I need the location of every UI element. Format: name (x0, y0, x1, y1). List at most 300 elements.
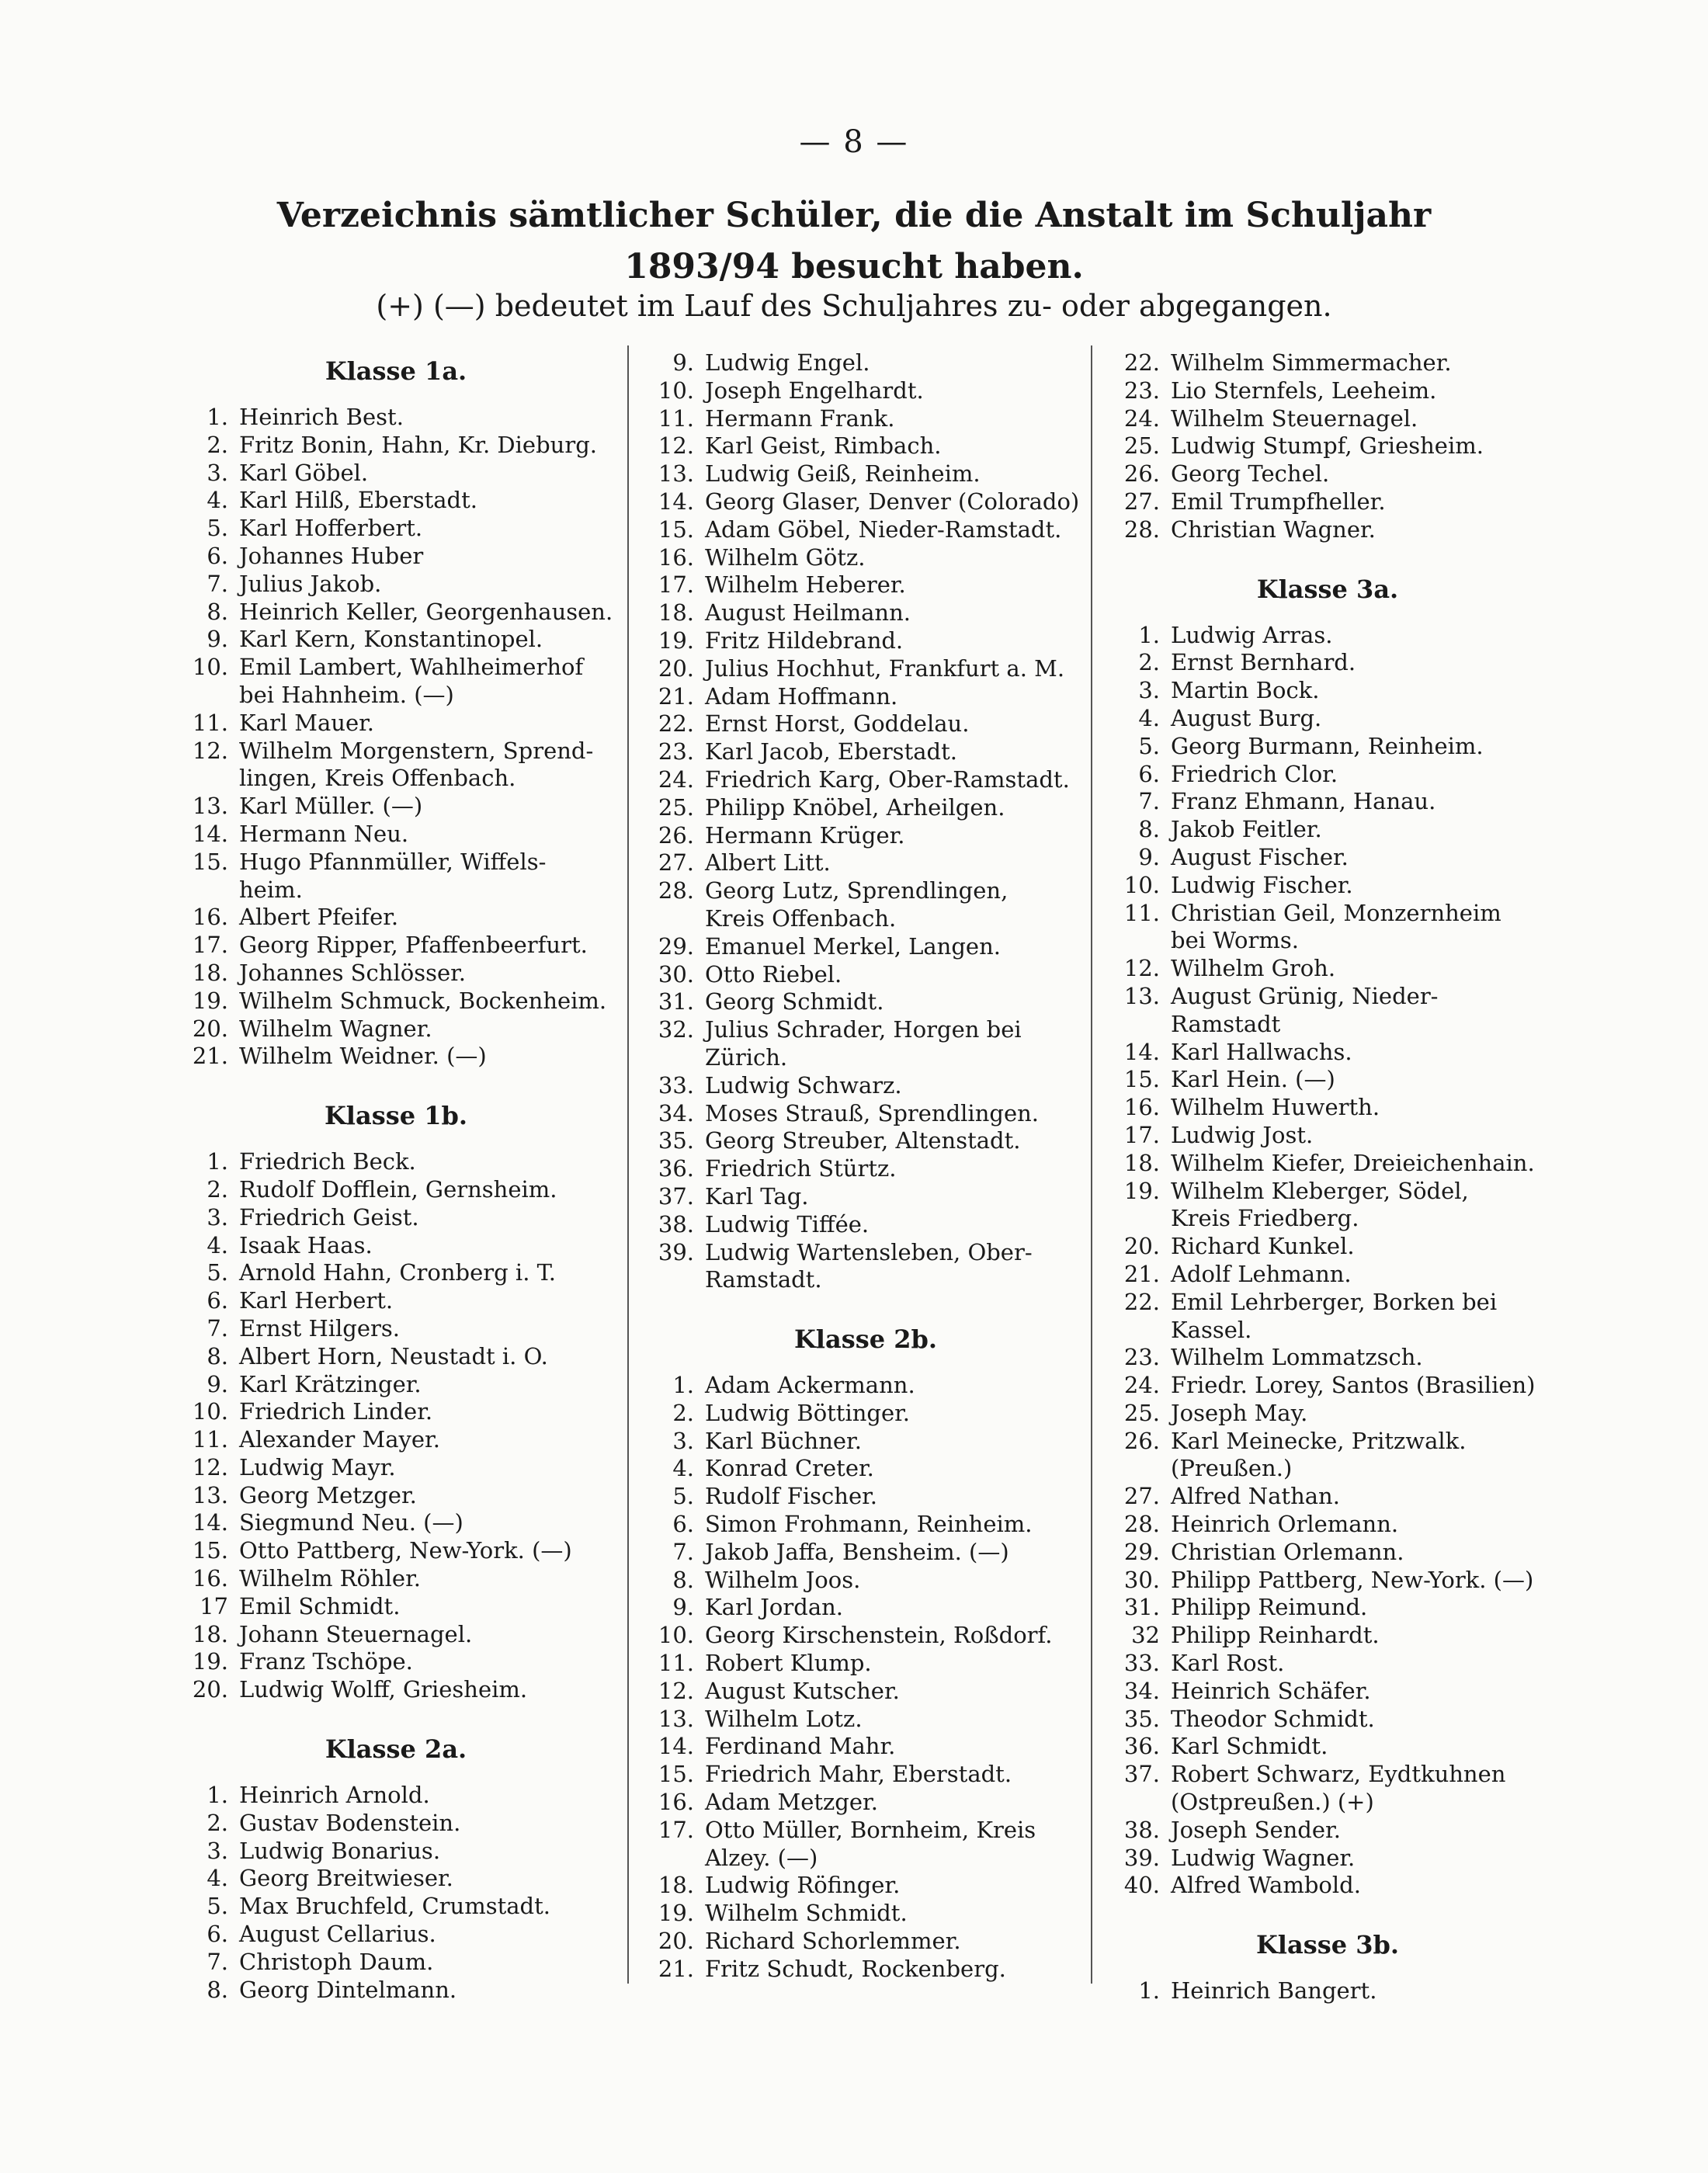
student-name: Wilhelm Wagner. (239, 1015, 432, 1042)
entry-number: 5. (1138, 732, 1160, 759)
list-item (644, 933, 1087, 961)
student-name: Emil Lehrberger, Borken bei Kassel. (1171, 1288, 1498, 1343)
list-item (644, 988, 1087, 1016)
list-item (1110, 1678, 1545, 1706)
student-name: Lio Sternfels, Leeheim. (1171, 377, 1437, 404)
entry-number: 2. (1138, 649, 1160, 676)
list-item (644, 1483, 1087, 1511)
student-list (644, 349, 1087, 1294)
entry-number: 15. (192, 848, 228, 875)
entry-number: 13. (1123, 982, 1160, 1009)
student-name: Friedrich Clor. (1171, 760, 1338, 787)
entry-number: 14. (192, 820, 228, 847)
entry-number: 18. (658, 599, 694, 627)
student-name: Wilhelm Götz. (705, 543, 866, 571)
entry-number: 28. (1123, 1511, 1160, 1538)
list-item (1110, 1066, 1545, 1094)
entry-number: 37. (1123, 1761, 1160, 1788)
student-name: Adam Hoffmann. (705, 682, 898, 710)
student-name: Ludwig Böttinger. (705, 1399, 911, 1426)
student-name: Karl Göbel. (239, 459, 369, 486)
list-item (644, 1733, 1087, 1761)
student-name: Friedrich Linder. (239, 1398, 433, 1425)
entry-number: 22. (1123, 1288, 1160, 1315)
student-name: Alfred Nathan. (1171, 1483, 1340, 1510)
student-list (179, 1782, 613, 2004)
entry-number: 28. (1123, 515, 1160, 543)
entry-number: 19. (192, 1648, 228, 1675)
column-right (1110, 349, 1545, 2005)
list-item (644, 1100, 1087, 1128)
student-name: Moses Strauß, Sprendlingen. (705, 1099, 1040, 1126)
list-item (179, 1454, 613, 1482)
student-name: August Cellarius. (239, 1921, 436, 1948)
list-item (179, 571, 613, 599)
list-item (179, 904, 613, 932)
entry-number: 33. (658, 1071, 694, 1099)
list-item (179, 599, 613, 627)
entry-number: 2. (207, 1175, 228, 1203)
student-name: Fritz Hildebrand. (705, 627, 904, 654)
student-name: Robert Klump. (705, 1650, 872, 1677)
entry-number: 9. (207, 1370, 228, 1397)
student-name: Adam Ackermann. (705, 1372, 915, 1399)
student-name: Wilhelm Weidner. (—) (239, 1043, 487, 1070)
student-name: Georg Techel. (1171, 460, 1330, 488)
list-item (644, 377, 1087, 405)
entry-number: 21. (192, 1043, 228, 1070)
list-item (1110, 1400, 1545, 1428)
list-item (179, 1648, 613, 1676)
student-name: Friedrich Beck. (239, 1148, 416, 1175)
student-name: Philipp Knöbel, Arheilgen. (705, 793, 1005, 821)
student-name: Rudolf Dofflein, Gernsheim. (239, 1175, 557, 1203)
student-name: Otto Müller, Bornheim, Kreis Alzey. (—) (705, 1816, 1036, 1871)
student-name: Christian Orlemann. (1171, 1538, 1404, 1565)
list-item (179, 1921, 613, 1949)
list-item (1110, 377, 1545, 405)
student-list (179, 1148, 613, 1704)
student-name: Georg Glaser, Denver (Colorado) (705, 488, 1080, 515)
entry-number: 34. (658, 1099, 694, 1126)
entry-number: 14. (658, 488, 694, 515)
student-name: Jakob Feitler. (1171, 816, 1322, 843)
entry-number: 26. (1123, 460, 1160, 488)
student-name: Simon Frohmann, Reinheim. (705, 1511, 1033, 1538)
entry-number: 20. (192, 1676, 228, 1703)
entry-number: 32. (658, 1016, 694, 1043)
student-name: Ludwig Engel. (705, 349, 870, 376)
entry-number: 23. (658, 738, 694, 765)
entry-number: 6. (207, 1287, 228, 1314)
list-item (1110, 405, 1545, 433)
entry-number: 36. (1123, 1733, 1160, 1760)
list-item (644, 655, 1087, 683)
student-name: Karl Kern, Konstantinopel. (239, 626, 543, 653)
list-item (1110, 983, 1545, 1039)
student-name: Ludwig Wolff, Griesheim. (239, 1676, 528, 1703)
entry-number: 12. (1123, 955, 1160, 982)
student-name: Karl Müller. (—) (239, 793, 423, 820)
entry-number: 1. (1138, 1977, 1160, 2005)
list-item (644, 1678, 1087, 1706)
entry-number: 16. (658, 543, 694, 571)
entry-number: 19. (192, 987, 228, 1014)
entry-number: 25. (658, 793, 694, 821)
student-name: Georg Breitwieser. (239, 1865, 453, 1892)
student-name: Karl Herbert. (239, 1287, 394, 1314)
klasse-heading: Klasse 2a. (325, 1734, 467, 1765)
list-item (644, 1567, 1087, 1595)
entry-number: 11. (658, 1650, 694, 1677)
entry-number: 9. (207, 626, 228, 653)
student-name: Friedrich Geist. (239, 1203, 419, 1231)
list-item (1110, 1150, 1545, 1178)
list-item (179, 1977, 613, 2005)
list-item (644, 1928, 1087, 1956)
student-name: Emil Lambert, Wahlheimerhof bei Hahnheim. (—) (239, 654, 584, 708)
list-item (644, 1872, 1087, 1900)
list-item (1110, 1706, 1545, 1734)
student-name: Hermann Neu. (239, 820, 409, 847)
list-item (179, 960, 613, 988)
student-name: Alexander Mayer. (239, 1426, 440, 1453)
student-name: Wilhelm Heberer. (705, 571, 906, 599)
page-number: — 8 — (799, 124, 909, 160)
student-name: Wilhelm Huwerth. (1171, 1094, 1380, 1121)
list-item (1110, 1428, 1545, 1484)
list-item (179, 849, 613, 904)
list-item (1110, 622, 1545, 650)
student-name: Wilhelm Joos. (705, 1566, 861, 1593)
entry-number: 5. (672, 1483, 694, 1510)
entry-number: 26. (1123, 1427, 1160, 1454)
entry-number: 7. (207, 1948, 228, 1975)
entry-number: 7. (207, 1314, 228, 1342)
list-item (179, 1287, 613, 1315)
entry-number: 4. (1138, 704, 1160, 731)
student-name: Wilhelm Kleberger, Södel, Kreis Friedberg. (1171, 1177, 1469, 1232)
entry-number: 38. (658, 1210, 694, 1237)
student-name: Karl Hallwachs. (1171, 1038, 1352, 1065)
list-item (1110, 844, 1545, 872)
list-item (179, 460, 613, 488)
list-item (1110, 1845, 1545, 1873)
entry-number: 28. (658, 877, 694, 904)
student-name: Otto Riebel. (705, 960, 842, 988)
column-left (179, 349, 613, 2004)
list-item (644, 1016, 1087, 1072)
entry-number: 16. (658, 1789, 694, 1816)
student-name: Theodor Schmidt. (1171, 1705, 1375, 1732)
list-item (179, 821, 613, 849)
student-name: Karl Jacob, Eberstadt. (705, 738, 957, 765)
list-item (1110, 788, 1545, 816)
student-name: Georg Dintelmann. (239, 1976, 457, 2003)
student-name: Georg Kirschenstein, Roßdorf. (705, 1622, 1053, 1649)
entry-number: 25. (1123, 1399, 1160, 1426)
student-list (1110, 1977, 1545, 2005)
list-item (644, 1622, 1087, 1650)
student-name: Wilhelm Lotz. (705, 1705, 863, 1732)
entry-number: 17. (1123, 1121, 1160, 1148)
column-divider (1091, 345, 1092, 1984)
student-name: Georg Streuber, Altenstadt. (705, 1127, 1021, 1154)
student-name: Adolf Lehmann. (1171, 1260, 1352, 1287)
student-list (644, 1372, 1087, 1984)
entry-number: 21. (658, 1955, 694, 1982)
list-item (179, 1315, 613, 1343)
entry-number: 4. (207, 1865, 228, 1892)
column-divider (627, 345, 629, 1984)
entry-number: 8. (672, 1566, 694, 1593)
student-list (1110, 622, 1545, 1901)
list-item (644, 516, 1087, 544)
student-name: Wilhelm Simmermacher. (1171, 349, 1452, 376)
list-item (644, 1594, 1087, 1622)
student-name: Georg Metzger. (239, 1481, 417, 1508)
student-name: Ludwig Mayr. (239, 1453, 396, 1480)
student-name: Karl Rost. (1171, 1650, 1285, 1677)
student-name: Georg Burmann, Reinheim. (1171, 732, 1484, 759)
entry-number: 23. (1123, 1344, 1160, 1371)
list-item (644, 738, 1087, 766)
student-name: Richard Schorlemmer. (705, 1928, 961, 1955)
entry-number: 15. (658, 1761, 694, 1788)
entry-number: 2. (672, 1399, 694, 1426)
student-name: August Grünig, Nieder-Ramstadt (1171, 982, 1439, 1037)
student-name: Konrad Creter. (705, 1455, 874, 1482)
student-name: Wilhelm Lommatzsch. (1171, 1344, 1423, 1371)
student-name: Ferdinand Mahr. (705, 1733, 896, 1760)
list-item (644, 1239, 1087, 1295)
list-item (179, 1676, 613, 1704)
entry-number: 17. (658, 571, 694, 599)
list-item (644, 794, 1087, 822)
list-item (179, 1204, 613, 1232)
entry-number: 39. (1123, 1844, 1160, 1871)
student-name: Ludwig Wartensleben, Ober- Ramstadt. (705, 1238, 1033, 1293)
student-name: Wilhelm Schmuck, Bockenheim. (239, 987, 607, 1014)
list-item (179, 1565, 613, 1593)
student-name: Gustav Bodenstein. (239, 1809, 461, 1836)
student-name: Wilhelm Groh. (1171, 955, 1336, 982)
student-name: Karl Schmidt. (1171, 1733, 1328, 1760)
list-item (1110, 955, 1545, 983)
student-name: Rudolf Fischer. (705, 1483, 878, 1510)
student-name: Ludwig Stumpf, Griesheim. (1171, 432, 1484, 460)
student-name: Richard Kunkel. (1171, 1233, 1355, 1260)
list-item (1110, 1261, 1545, 1289)
entry-number: 1. (207, 404, 228, 430)
student-name: Heinrich Arnold. (239, 1782, 430, 1809)
list-item (179, 1949, 613, 1977)
list-item (644, 683, 1087, 711)
list-item (1110, 1817, 1545, 1845)
entry-number: 9. (672, 1594, 694, 1621)
entry-number: 25. (1123, 432, 1160, 460)
entry-number: 1. (207, 1148, 228, 1175)
list-item (644, 877, 1087, 933)
student-name: Christian Wagner. (1171, 515, 1376, 543)
klasse-heading: Klasse 3a. (1256, 574, 1399, 604)
entry-number: 19. (658, 627, 694, 654)
list-item (179, 1593, 613, 1621)
list-item (644, 571, 1087, 599)
entry-number: 13. (192, 793, 228, 820)
student-name: Wilhelm Kiefer, Dreieichenhain. (1171, 1149, 1535, 1176)
list-item (644, 766, 1087, 794)
entry-number: 7. (1138, 788, 1160, 815)
student-name: Robert Schwarz, Eydtkuhnen (Ostpreußen.) (+) (1171, 1761, 1506, 1816)
student-name: August Burg. (1171, 704, 1322, 731)
student-name: Julius Jakob. (239, 570, 382, 597)
list-item (179, 404, 613, 432)
entry-number: 13. (658, 460, 694, 488)
entry-number: 13. (658, 1705, 694, 1732)
entry-number: 31. (658, 988, 694, 1015)
entry-number: 18. (192, 959, 228, 986)
entry-number: 12. (192, 1453, 228, 1480)
list-item (1110, 1761, 1545, 1817)
entry-number: 8. (207, 1976, 228, 2003)
list-item (644, 1211, 1087, 1239)
list-item (179, 543, 613, 571)
student-name: Adam Metzger. (705, 1789, 878, 1816)
entry-number: 32 (1131, 1622, 1160, 1649)
student-name: Max Bruchfeld, Crumstadt. (239, 1893, 550, 1920)
list-item (179, 1893, 613, 1921)
list-item (179, 515, 613, 543)
student-name: Hugo Pfannmüller, Wiffels- heim. (239, 848, 547, 903)
student-name: Christian Geil, Monzernheim bei Worms. (1171, 899, 1501, 954)
entry-number: 39. (658, 1238, 694, 1265)
entry-number: 20. (658, 654, 694, 682)
student-name: Otto Pattberg, New-York. (—) (239, 1537, 572, 1564)
list-item (179, 626, 613, 654)
student-name: Ludwig Geiß, Reinheim. (705, 460, 981, 488)
list-item (644, 822, 1087, 850)
student-name: Albert Horn, Neustadt i. O. (239, 1342, 548, 1369)
list-item (179, 710, 613, 738)
list-item (644, 1539, 1087, 1567)
list-item (179, 1232, 613, 1260)
list-item (644, 1956, 1087, 1984)
entry-number: 18. (658, 1872, 694, 1899)
list-item (179, 1621, 613, 1649)
entry-number: 21. (658, 682, 694, 710)
list-item (1110, 1233, 1545, 1261)
entry-number: 12. (658, 432, 694, 460)
entry-number: 6. (1138, 760, 1160, 787)
list-item (644, 1511, 1087, 1539)
student-name: Karl Büchner. (705, 1427, 862, 1454)
list-item (179, 432, 613, 460)
student-name: Emil Schmidt. (239, 1592, 401, 1619)
student-list (1110, 349, 1545, 544)
legend-note: (+) (—) bedeutet im Lauf des Schuljahres zu- oder abgegangen. (376, 289, 1332, 323)
list-item (1110, 1094, 1545, 1122)
list-item (1110, 432, 1545, 460)
entry-number: 9. (1138, 843, 1160, 870)
list-item (1110, 460, 1545, 488)
list-item (179, 1259, 613, 1287)
student-name: Heinrich Keller, Georgenhausen. (239, 598, 613, 625)
entry-number: 16. (1123, 1094, 1160, 1121)
list-item (179, 1371, 613, 1399)
entry-number: 17 (200, 1592, 228, 1619)
student-name: Georg Schmidt. (705, 988, 884, 1015)
entry-number: 8. (207, 598, 228, 625)
student-name: Joseph Engelhardt. (705, 377, 924, 404)
entry-number: 38. (1123, 1816, 1160, 1843)
entry-number: 1. (207, 1782, 228, 1809)
klasse-heading: Klasse 3b. (1255, 1930, 1399, 1960)
list-item (644, 1372, 1087, 1400)
entry-number: 7. (207, 570, 228, 597)
student-name: Johannes Schlösser. (239, 959, 467, 986)
student-name: Ludwig Bonarius. (239, 1837, 441, 1864)
list-item (179, 1537, 613, 1565)
list-item (179, 1782, 613, 1810)
list-item (1110, 705, 1545, 733)
entry-number: 10. (192, 654, 228, 681)
student-name: Friedrich Mahr, Eberstadt. (705, 1761, 1012, 1788)
student-name: Hermann Frank. (705, 404, 895, 432)
entry-number: 1. (672, 1372, 694, 1399)
entry-number: 15. (1123, 1066, 1160, 1093)
entry-number: 10. (1123, 871, 1160, 898)
entry-number: 19. (658, 1900, 694, 1927)
entry-number: 35. (1123, 1705, 1160, 1732)
entry-number: 3. (1138, 677, 1160, 704)
entry-number: 10. (192, 1398, 228, 1425)
entry-number: 6. (672, 1511, 694, 1538)
list-item (179, 1838, 613, 1866)
list-item (644, 627, 1087, 655)
klasse-heading: Klasse 2b. (793, 1324, 937, 1355)
student-name: Heinrich Schäfer. (1171, 1677, 1371, 1704)
student-name: Wilhelm Röhler. (239, 1565, 421, 1592)
student-name: Franz Tschöpe. (239, 1648, 413, 1675)
list-item (644, 710, 1087, 738)
entry-number: 6. (207, 542, 228, 569)
student-name: Franz Ehmann, Hanau. (1171, 788, 1436, 815)
list-item (179, 1148, 613, 1176)
list-item (644, 1817, 1087, 1873)
list-item (1110, 1650, 1545, 1678)
list-item (644, 1400, 1087, 1428)
student-name: Siegmund Neu. (—) (239, 1509, 463, 1536)
list-item (1110, 349, 1545, 377)
student-name: Karl Hofferbert. (239, 515, 423, 542)
student-name: Philipp Reimund. (1171, 1594, 1368, 1621)
list-item (179, 1865, 613, 1893)
student-name: Heinrich Orlemann. (1171, 1511, 1399, 1538)
list-item (179, 1509, 613, 1537)
list-item (644, 460, 1087, 488)
student-name: Ludwig Schwarz. (705, 1071, 902, 1099)
list-item (644, 1155, 1087, 1183)
student-name: Philipp Pattberg, New-York. (—) (1171, 1566, 1534, 1593)
list-item (644, 1455, 1087, 1483)
entry-number: 20. (1123, 1233, 1160, 1260)
student-name: Friedrich Stürtz. (705, 1155, 897, 1182)
entry-number: 24. (1123, 404, 1160, 432)
student-list (179, 404, 613, 1071)
entry-number: 3. (207, 459, 228, 486)
list-item (1110, 1039, 1545, 1067)
